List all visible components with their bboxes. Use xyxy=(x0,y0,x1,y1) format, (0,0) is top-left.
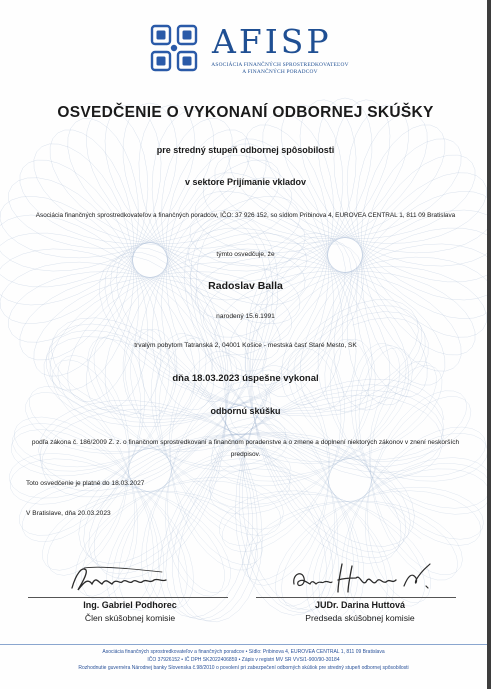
footer-divider xyxy=(0,644,487,645)
afisp-logo xyxy=(146,20,349,80)
signature-line-left xyxy=(28,597,228,598)
birth-date: narodený 15.6.1991 xyxy=(216,313,275,320)
signatory-left-name: Ing. Gabriel Podhorec xyxy=(83,600,177,610)
signatory-right-role: Predseda skúšobnej komisie xyxy=(305,613,415,623)
signatory-left-role: Člen skúšobnej komisie xyxy=(84,613,176,623)
logo-subtitle-line-1: ASOCIÁCIA FINANČNÝCH SPROSTREDKOVATEĽOV xyxy=(211,62,349,68)
place-and-date: V Bratislave, dňa 20.03.2023 xyxy=(26,510,111,517)
signatory-right-name: JUDr. Darina Huttová xyxy=(314,600,406,610)
exam-type: odbornú skúšku xyxy=(210,406,281,416)
issuer-statement: Asociácia finančných sprostredkovateľov a finančných poradcov, IČO: 37 926 152, so sídlom Pribinova 4, EUROVEA CENTRAL 1, 811 09 Bratislava xyxy=(35,212,456,219)
legal-basis: podľa zákona č. 186/2009 Z. z. o finančnom sprostredkovaní a finančnom poradenstve a o zmene a doplnení niektorých zákonov v znení neskorších predpisov. xyxy=(31,439,460,458)
logo-wordmark: AFISP xyxy=(212,22,332,61)
certifies-line: týmto osvedčuje, že xyxy=(216,251,275,258)
logo-subtitle xyxy=(210,62,350,76)
footer-line-3: Rozhodnutie guvernéra Národnej banky Slovenska č.98/2010 o povolení pri zabezpečení odborných skúšok pre stredný stupeň odbornej spôsobilosti xyxy=(78,665,409,671)
holder-address: trvalým pobytom Tatranská 2, 04001 Košice - mestská časť Staré Mesto, SK xyxy=(134,342,357,349)
competence-level: pre stredný stupeň odbornej spôsobilosti xyxy=(156,145,335,155)
signature-line-right xyxy=(256,597,456,598)
validity-statement: Toto osvedčenie je platné do 18.03.2027 xyxy=(26,480,145,487)
certificate-title: OSVEDČENIE O VYKONANÍ ODBORNEJ SKÚŠKY xyxy=(57,104,434,121)
holder-name: Radoslav Balla xyxy=(208,280,283,292)
logo-subtitle-line-2: A FINANČNÝCH PORADCOV xyxy=(242,69,318,75)
signature-left-image xyxy=(66,560,236,596)
afisp-emblem-icon xyxy=(146,20,202,76)
exam-passed-line: dňa 18.03.2023 úspešne vykonal xyxy=(172,373,319,384)
signature-right-image xyxy=(286,560,456,596)
footer-line-1: Asociácia finančných sprostredkovateľov a finančných poradcov • Sídlo: Pribinova 4, EUROVEA CENTRAL 1, 811 09 Bratislava xyxy=(102,649,385,655)
sector-line: v sektore Prijímanie vkladov xyxy=(184,177,307,187)
footer-line-2: IČO 37926152 • IČ DPH SK2022406859 • Zápis v registri MV SR VVS/1-900/90-30184 xyxy=(147,657,340,663)
